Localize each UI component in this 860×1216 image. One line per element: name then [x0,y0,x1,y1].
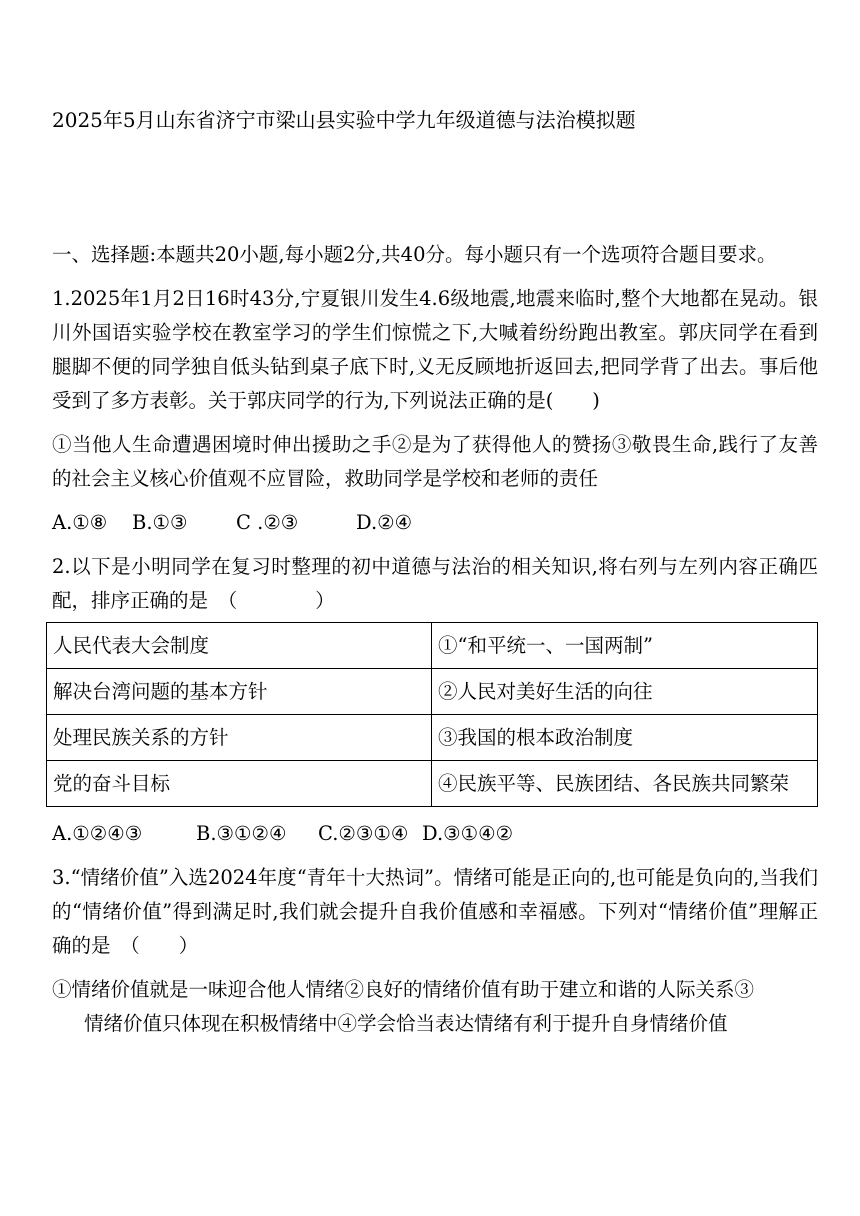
table-cell-right: ④民族平等、民族团结、各民族共同繁荣 [432,761,818,807]
document-title: 2025年5月山东省济宁市梁山县实验中学九年级道德与法治模拟题 [52,108,636,132]
table-row [47,761,818,807]
q2-option-a: A.①②④③ [52,822,143,845]
question-1-stem: 1.2025年1月2日16时43分,宁夏银川发生4.6级地震,地震来临时,整个大地都在晃动。银川外国语实验学校在教室学习的学生们惊慌之下,大喊着纷纷跑出教室。郭庆同学在看到腿脚不便的同学独自低头钻到桌子底下时,义无反顾地折返回去,把同学背了出去。事后他受到了多方表彰。关于郭庆同学的行为,下列说法正确的是( ) [52,287,818,412]
section-header: 一、选择题:本题共20小题,每小题2分,共40分。每小题只有一个选项符合题目要求。 [52,243,777,266]
matching-table [46,622,818,807]
table-cell-right: ①“和平统一、一国两制” [432,623,818,669]
q2-option-c: C.②③①④ [318,822,409,845]
q2-option-d: D.③①④② [422,822,514,845]
table-cell-right: ②人民对美好生活的向往 [432,669,818,715]
document-body [52,238,818,1051]
question-2-options [52,817,818,851]
table-row [47,669,818,715]
table-row [47,715,818,761]
question-3-stem: 3.“情绪价值”入选2024年度“青年十大热词”。情绪可能是正向的,也可能是负向的,当我们的“情绪价值”得到满足时,我们就会提升自我价值感和幸福感。下列对“情绪价值”理解正确的是 （ ） [52,866,818,957]
table-cell-left: 人民代表大会制度 [47,623,432,669]
question-3-statements-line1: ①情绪价值就是一味迎合他人情绪②良好的情绪价值有助于建立和谐的人际关系③ [52,978,755,1001]
table-cell-left: 处理民族关系的方针 [47,715,432,761]
table-cell-left: 解决台湾问题的基本方针 [47,669,432,715]
q1-option-a: A.①⑧ [52,511,108,534]
q1-option-b: B.①③ [132,511,188,534]
question-2-stem: 2.以下是小明同学在复习时整理的初中道德与法治的相关知识,将右列与左列内容正确匹配，排序正确的是 （ ） [52,555,818,612]
question-3-statements-line2: 情绪价值只体现在积极情绪中④学会恰当表达情绪有利于提升自身情绪价值 [84,1012,728,1035]
question-1-options [52,506,818,540]
table-row [47,623,818,669]
table-cell-right: ③我国的根本政治制度 [432,715,818,761]
question-1-statements: ①当他人生命遭遇困境时伸出援助之手②是为了获得他人的赞扬③敬畏生命,践行了友善的社会主义核心价值观不应冒险，救助同学是学校和老师的责任 [52,433,818,490]
q1-option-c: C .②③ [236,511,299,534]
q2-option-b: B.③①②④ [196,822,287,845]
q1-option-d: D.②④ [356,511,413,534]
table-cell-left: 党的奋斗目标 [47,761,432,807]
